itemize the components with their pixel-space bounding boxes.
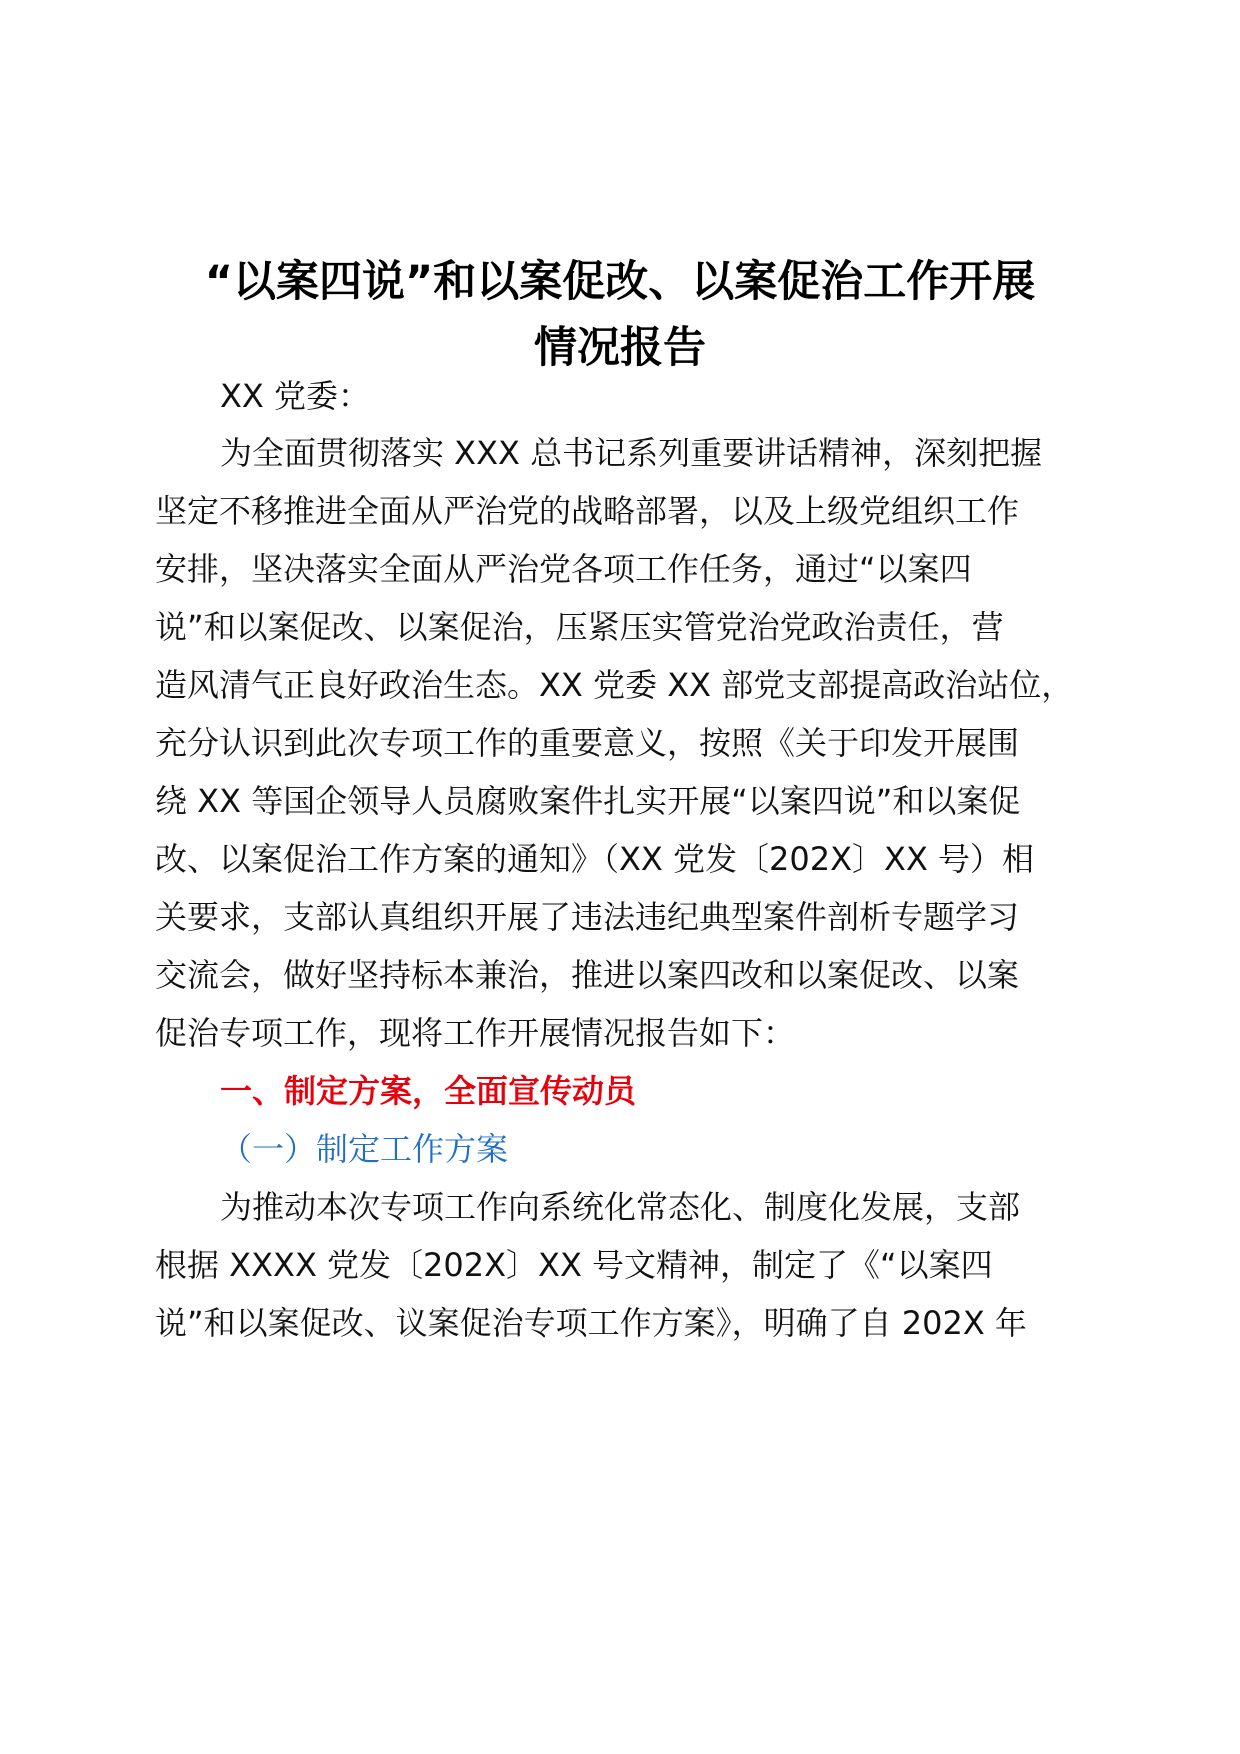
paragraph-line: 充分认识到此次专项工作的重要意义，按照《关于印发开展围 — [155, 724, 1020, 762]
paragraph-line: 造风清气正良好政治生态。XX 党委 XX 部党支部提高政治站位， — [155, 666, 1074, 704]
paragraph-line: 坚定不移推进全面从严治党的战略部署，以及上级党组织工作 — [155, 492, 1020, 530]
section-subheading: （一）制定工作方案 — [220, 1130, 509, 1168]
paragraph-line: 说”和以案促改、以案促治，压紧压实管党治党政治责任，营 — [155, 608, 1004, 646]
paragraph-line: 根据 XXXX 党发〔202X〕XX 号文精神，制定了《“以案四 — [155, 1246, 993, 1284]
paragraph-line: 为推动本次专项工作向系统化常态化、制度化发展，支部 — [220, 1188, 1021, 1226]
paragraph-line: 安排，坚决落实全面从严治党各项工作任务，通过“以案四 — [155, 550, 972, 588]
document-title-line-1: “以案四说”和以案促改、以案促治工作开展 — [204, 257, 1036, 307]
paragraph-line: 交流会，做好坚持标本兼治，推进以案四改和以案促改、以案 — [155, 956, 1020, 994]
paragraph-line: 促治专项工作，现将工作开展情况报告如下： — [155, 1014, 796, 1052]
paragraph-line: 改、以案促治工作方案的通知》（XX 党发〔202X〕XX 号）相 — [155, 840, 1035, 878]
document-title-line-2: 情况报告 — [534, 323, 706, 373]
paragraph-line: 说”和以案促改、议案促治专项工作方案》，明确了自 202X 年 — [155, 1304, 1027, 1342]
paragraph-line: 为全面贯彻落实 XXX 总书记系列重要讲话精神，深刻把握 — [220, 434, 1043, 472]
section-heading: 一、制定方案，全面宣传动员 — [220, 1072, 637, 1110]
paragraph-line: 绕 XX 等国企领导人员腐败案件扎实开展“以案四说”和以案促 — [155, 782, 1021, 820]
paragraph-line: 关要求，支部认真组织开展了违法违纪典型案件剖析专题学习 — [155, 898, 1020, 936]
salutation: XX 党委： — [220, 377, 371, 415]
